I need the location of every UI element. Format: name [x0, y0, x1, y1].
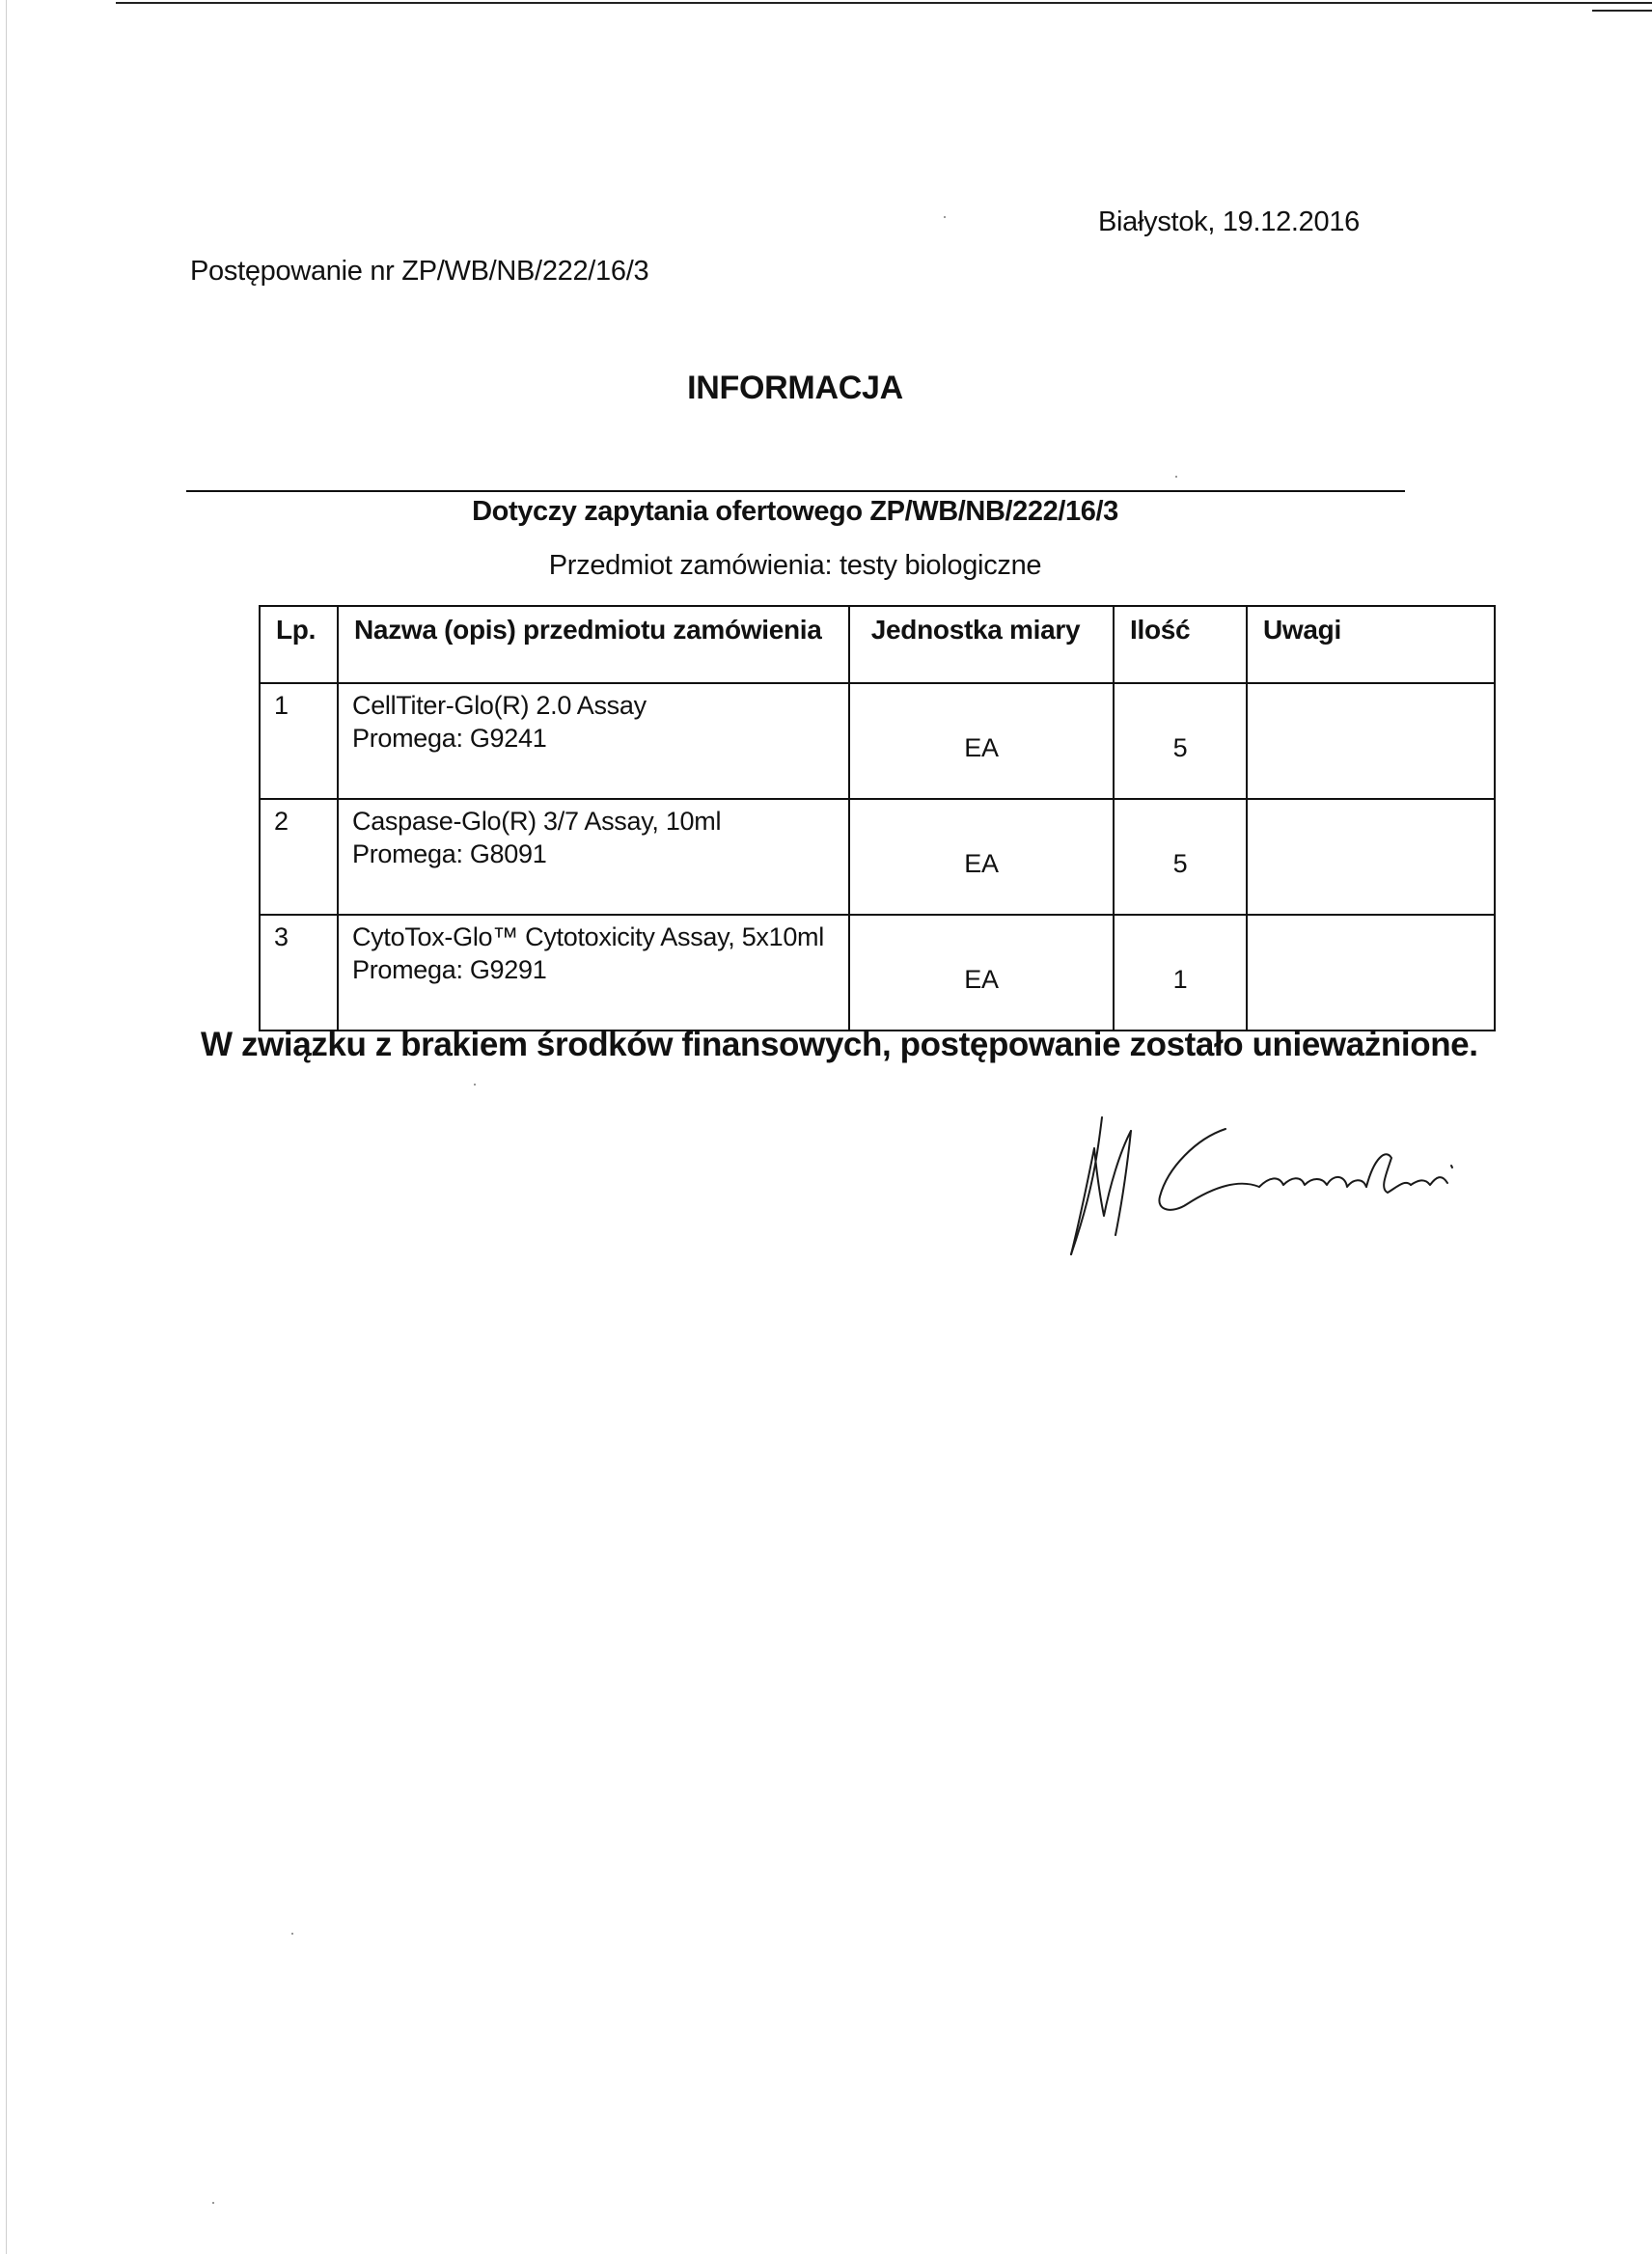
cell-lp: 3	[260, 915, 338, 1031]
handwritten-signature-icon	[1052, 1110, 1457, 1264]
place-and-date: Białystok, 19.12.2016	[1098, 206, 1360, 237]
table-row	[260, 915, 1495, 1031]
document-title: INFORMACJA	[687, 370, 903, 406]
column-header-name: Nazwa (opis) przedmiotu zamówienia	[338, 606, 849, 683]
case-number: Postępowanie nr ZP/WB/NB/222/16/3	[190, 256, 649, 287]
column-header-unit: Jednostka miary	[849, 606, 1114, 683]
scan-speck	[474, 1084, 476, 1086]
table-row	[260, 683, 1495, 799]
cell-lp: 1	[260, 683, 338, 799]
table-header-row	[260, 606, 1495, 683]
column-header-qty: Ilość	[1114, 606, 1247, 683]
order-object-line: Przedmiot zamówienia: testy biologiczne	[548, 550, 1042, 581]
item-catalog-number: Promega: G9241	[352, 724, 547, 753]
item-catalog-number: Promega: G8091	[352, 839, 547, 868]
item-name: CytoTox-Glo™ Cytotoxicity Assay, 5x10ml	[352, 922, 824, 951]
item-name: CellTiter-Glo(R) 2.0 Assay	[352, 691, 647, 720]
cell-qty: 5	[1114, 799, 1247, 915]
cell-notes	[1247, 799, 1495, 915]
cell-notes	[1247, 915, 1495, 1031]
subject-line: Dotyczy zapytania ofertowego ZP/WB/NB/222/16/3	[472, 496, 1118, 527]
horizontal-rule	[186, 490, 1405, 492]
column-header-lp: Lp.	[260, 606, 338, 683]
scan-border-top	[116, 2, 1652, 4]
items-table	[259, 605, 1496, 1031]
item-catalog-number: Promega: G9291	[352, 955, 547, 984]
cell-name	[338, 799, 849, 915]
cell-name	[338, 683, 849, 799]
scan-speck	[944, 216, 946, 218]
scan-speck	[1175, 476, 1177, 478]
cell-name	[338, 915, 849, 1031]
table-row	[260, 799, 1495, 915]
conclusion-statement: W związku z brakiem środków finansowych, postępowanie zostało unieważnione.	[201, 1026, 1478, 1063]
cell-lp: 2	[260, 799, 338, 915]
cell-qty: 1	[1114, 915, 1247, 1031]
scan-speck	[291, 1933, 293, 1935]
cell-notes	[1247, 683, 1495, 799]
scan-border-top-right	[1592, 10, 1652, 12]
item-name: Caspase-Glo(R) 3/7 Assay, 10ml	[352, 807, 722, 836]
cell-unit: EA	[849, 799, 1114, 915]
scan-edge-left	[6, 0, 7, 2254]
scan-speck	[212, 2202, 214, 2204]
column-header-notes: Uwagi	[1247, 606, 1495, 683]
cell-unit: EA	[849, 683, 1114, 799]
cell-unit: EA	[849, 915, 1114, 1031]
cell-qty: 5	[1114, 683, 1247, 799]
